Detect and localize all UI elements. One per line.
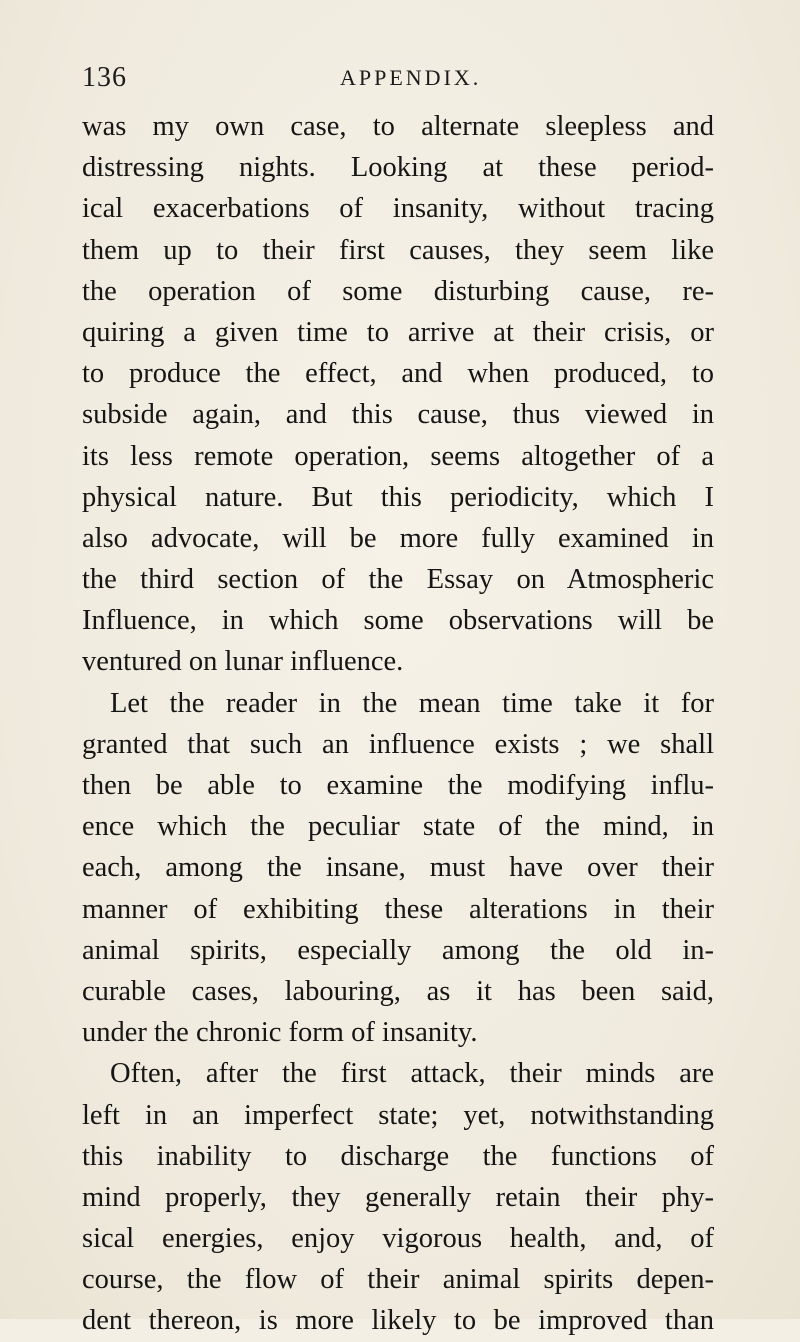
text-line: mind properly, they generally retain their phy- [82, 1181, 714, 1213]
text-line: left in an imperfect state; yet, notwithstanding [82, 1099, 714, 1131]
text-line: granted that such an influence exists ; we shall [82, 728, 714, 760]
text-line: dent thereon, is more likely to be improved than [82, 1305, 714, 1337]
text-line: ence which the peculiar state of the mind, in [82, 811, 714, 843]
text-line: curable cases, labouring, as it has been said, [82, 975, 714, 1007]
text-line: then be able to examine the modifying influ- [82, 770, 714, 801]
text-line: to produce the effect, and when produced, to [82, 358, 714, 390]
text-line: also advocate, will be more fully examined in [82, 522, 714, 554]
page-number: 136 [82, 62, 127, 93]
text-line: physical nature. But this periodicity, which I [82, 481, 714, 513]
text-line: manner of exhibiting these alterations in their [82, 893, 714, 925]
text-line: its less remote operation, seems altogether of a [82, 440, 714, 472]
paragraph-start-line: Let the reader in the mean time take it for [110, 687, 714, 719]
paragraph-end-line: under the chronic form of insanity. [82, 1017, 478, 1049]
text-line: this inability to discharge the functions of [82, 1140, 714, 1172]
text-line: each, among the insane, must have over their [82, 852, 714, 884]
text-line: Influence, in which some observations will be [82, 605, 714, 637]
text-line: animal spirits, especially among the old in- [82, 934, 714, 966]
text-line: quiring a given time to arrive at their crisis, or [82, 316, 714, 348]
text-line: ical exacerbations of insanity, without tracing [82, 193, 714, 225]
text-line: sical energies, enjoy vigorous health, and, of [82, 1223, 714, 1255]
text-line: them up to their first causes, they seem like [82, 234, 714, 266]
text-line: the operation of some disturbing cause, re- [82, 275, 714, 307]
text-line: subside again, and this cause, thus viewed in [82, 399, 714, 431]
text-line: the third section of the Essay on Atmospheric [82, 564, 714, 596]
running-head: APPENDIX. [340, 65, 482, 90]
text-line: was my own case, to alternate sleepless and [82, 111, 714, 142]
body-text [82, 106, 714, 1342]
paragraph-end-line: ventured on lunar influence. [82, 646, 404, 678]
text-line: distressing nights. Looking at these period- [82, 152, 714, 184]
page-header [0, 58, 800, 98]
text-line: course, the flow of their animal spirits depen- [82, 1264, 714, 1296]
paragraph-start-line: Often, after the first attack, their minds are [110, 1058, 714, 1090]
